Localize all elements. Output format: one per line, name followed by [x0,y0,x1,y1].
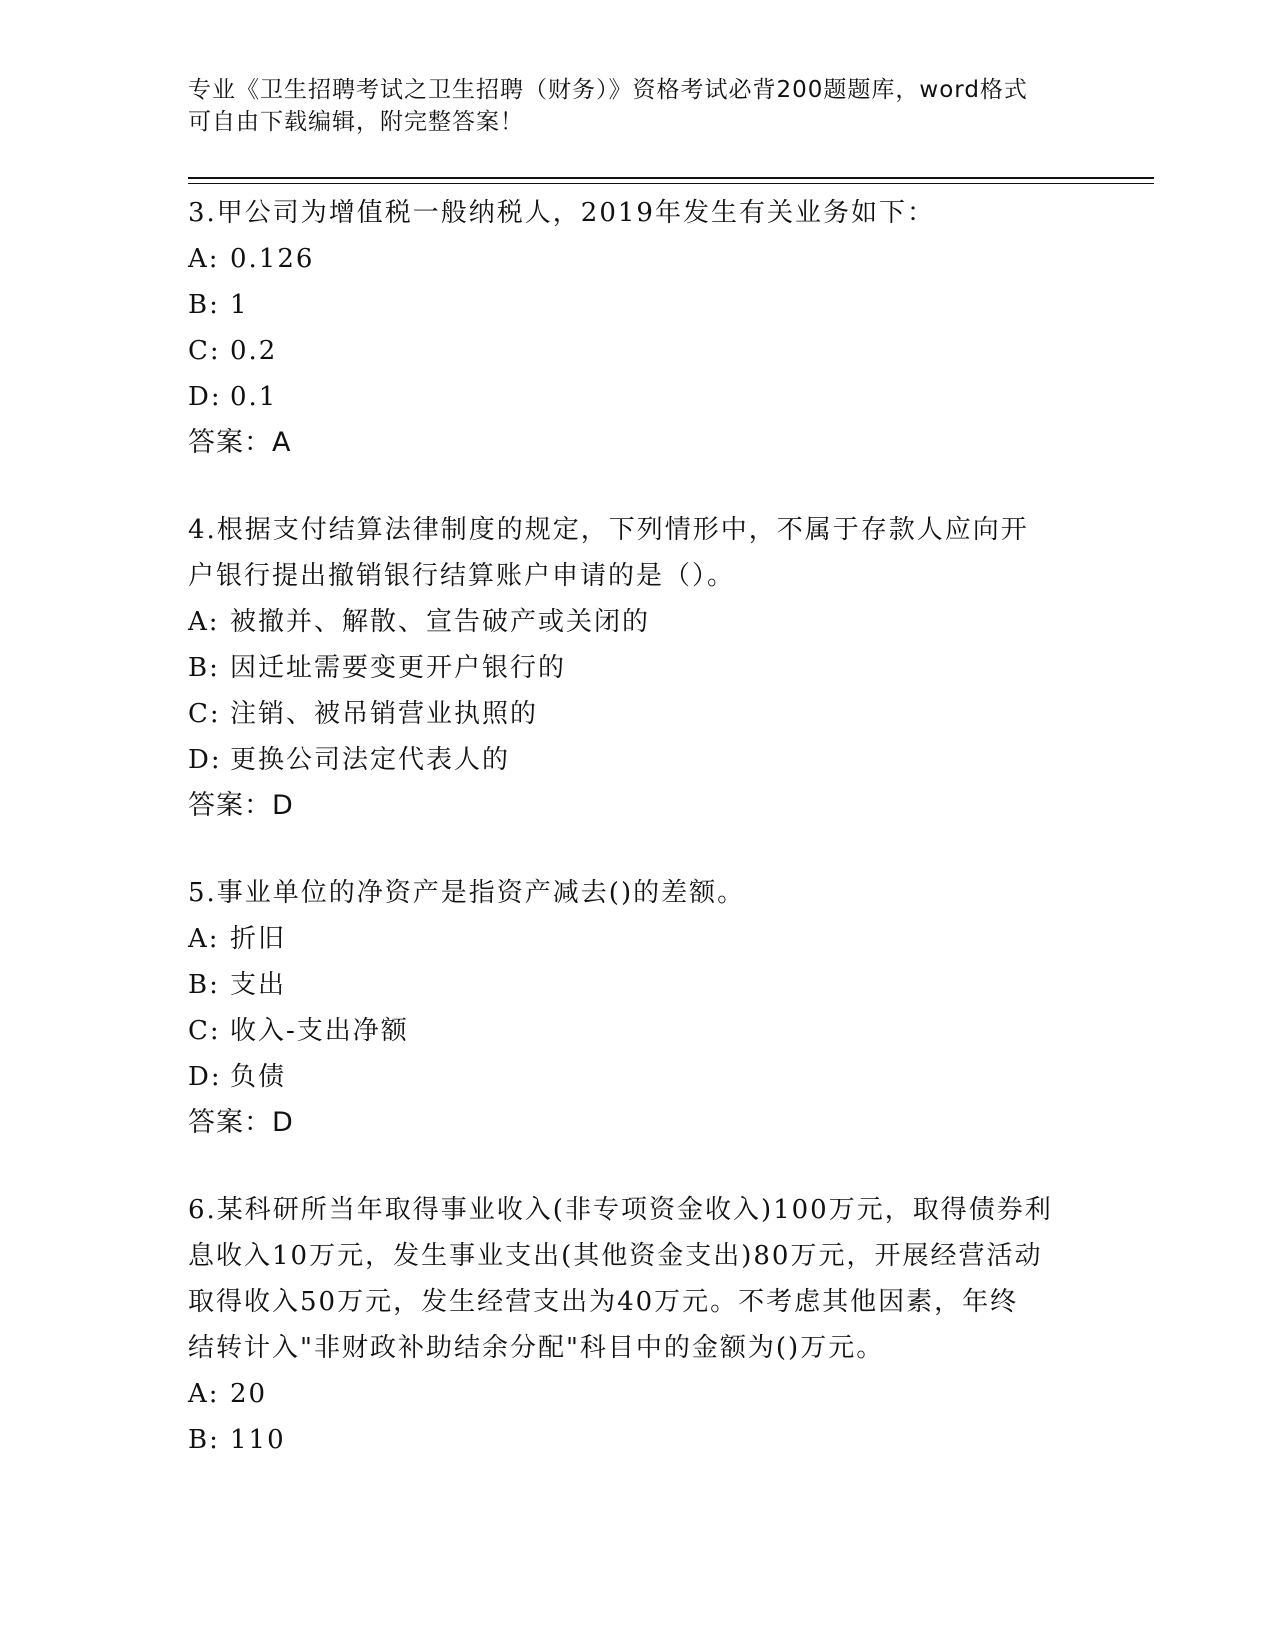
answer-line: 答案：D [188,1107,294,1138]
option-text: 注销、被吊销营业执照的 [230,699,539,729]
option-text: 0.2 [230,336,278,366]
question-block [188,1187,1088,1463]
question-block [188,870,1088,1146]
question-list [188,190,1088,1463]
option-c [188,328,1088,374]
question-text: 息收入10万元，发生事业支出(其他资金支出)80万元，开展经营活动 [188,1241,1043,1271]
option-letter: C: [188,1016,221,1046]
option-text: 收入-支出净额 [230,1016,409,1046]
question-text: 4.根据支付结算法律制度的规定，下列情形中，不属于存款人应向开 [188,515,1029,545]
answer-line: 答案：D [188,790,294,821]
option-letter: B: [188,1425,220,1455]
question-text: 取得收入50万元，发生经营支出为40万元。不考虑其他因素，年终 [188,1287,1019,1317]
header-divider-thin [188,183,1154,184]
question-block [188,507,1088,829]
option-text: 被撤并、解散、宣告破产或关闭的 [230,607,651,637]
document-header [188,74,1068,138]
option-a [188,916,1088,962]
option-a [188,599,1088,645]
option-text: 20 [230,1379,268,1409]
option-text: 负债 [230,1062,287,1092]
option-letter: B: [188,290,220,320]
option-a [188,1371,1088,1417]
header-divider [188,177,1154,179]
option-letter: D: [188,382,222,412]
question-text: 5.事业单位的净资产是指资产减去()的差额。 [188,878,746,908]
question-text: 户银行提出撤销银行结算账户申请的是（）。 [188,561,736,591]
question-spacer [188,1146,1088,1187]
option-text: 折旧 [230,924,287,954]
option-letter: A: [188,924,220,954]
option-c [188,691,1088,737]
option-text: 0.1 [230,382,278,412]
question-spacer [188,466,1088,507]
option-text: 0.126 [230,244,315,274]
option-text: 支出 [230,970,287,1000]
question-spacer [188,829,1088,870]
question-text: 结转计入"非财政补助结余分配"科目中的金额为()万元。 [188,1333,885,1363]
option-letter: D: [188,1062,222,1092]
option-text: 更换公司法定代表人的 [230,745,511,775]
option-d [188,1054,1088,1100]
option-d [188,374,1088,420]
option-letter: B: [188,970,220,1000]
option-b [188,1417,1088,1463]
option-b [188,645,1088,691]
question-text: 3.甲公司为增值税一般纳税人，2019年发生有关业务如下： [188,198,935,228]
option-text: 1 [230,290,249,320]
question-block [188,190,1088,466]
header-line: 可自由下载编辑，附完整答案！ [188,109,524,135]
option-letter: A: [188,607,220,637]
option-d [188,737,1088,783]
option-c [188,1008,1088,1054]
option-letter: A: [188,1379,220,1409]
option-text: 110 [230,1425,286,1455]
answer-line: 答案：A [188,427,292,458]
question-text: 6.某科研所当年取得事业收入(非专项资金收入)100万元，取得债券利 [188,1195,1053,1225]
option-letter: B: [188,653,220,683]
option-a [188,236,1088,282]
option-b [188,962,1088,1008]
option-letter: C: [188,336,221,366]
option-letter: D: [188,745,222,775]
option-b [188,282,1088,328]
option-text: 因迁址需要变更开户银行的 [230,653,567,683]
header-line: 专业《卫生招聘考试之卫生招聘（财务）》资格考试必背200题题库，word格式 [188,77,1028,103]
option-letter: C: [188,699,221,729]
option-letter: A: [188,244,220,274]
